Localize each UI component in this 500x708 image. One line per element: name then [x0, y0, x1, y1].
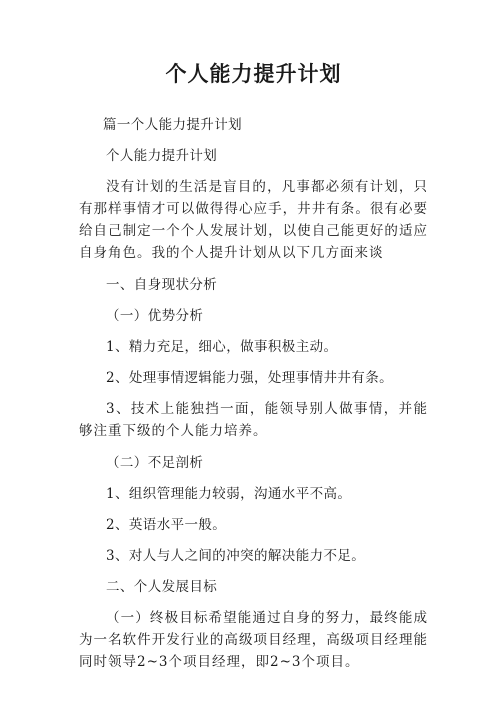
goal-item-1: （一）终极目标希望能通过自身的努力，最终能成为一名软件开发行业的高级项目经理，高级项目经理能同时领导2~3个项目经理，即2~3个项目。	[79, 610, 428, 671]
weakness-item-1: 1、组织管理能力较弱，沟通水平不高。	[106, 485, 352, 502]
heading-weaknesses: （二）不足剖析	[106, 454, 204, 471]
heading-strengths: （一）优势分析	[106, 307, 204, 324]
subtitle: 个人能力提升计划	[106, 148, 218, 165]
document-body	[79, 114, 428, 683]
strength-item-1: 1、精力充足，细心，做事积极主动。	[106, 338, 338, 355]
heading-self-analysis: 一、自身现状分析	[106, 276, 218, 293]
intro-paragraph: 没有计划的生活是盲目的，凡事都必须有计划，只有那样事情才可以做得得心应手，井井有条。很有必要给自己制定一个个人发展计划，以使自己能更好的适应自身角色。我的个人提升计划从以下几方面来谈	[79, 179, 428, 262]
weakness-item-3: 3、对人与人之间的冲突的解决能力不足。	[106, 548, 366, 565]
heading-goals: 二、个人发展目标	[106, 579, 218, 596]
strength-item-3: 3、技术上能独挡一面，能领导别人做事情，并能够注重下级的个人能力培养。	[79, 401, 428, 440]
section-heading: 篇一个人能力提升计划	[103, 117, 242, 133]
document-title: 个人能力提升计划	[165, 62, 342, 86]
strength-item-2: 2、处理事情逻辑能力强，处理事情井井有条。	[106, 370, 393, 387]
weakness-item-2: 2、英语水平一般。	[106, 516, 227, 533]
